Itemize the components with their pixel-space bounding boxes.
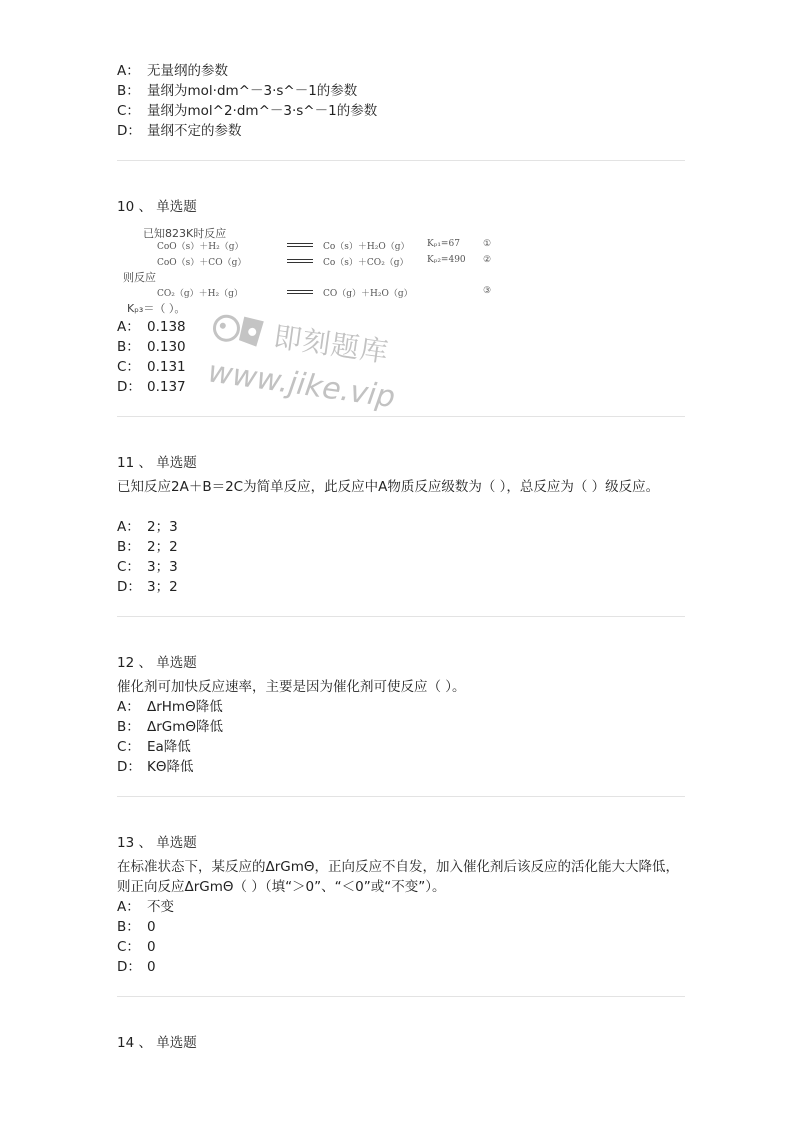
q11-option-c[interactable]: C： 3；3 [117, 559, 178, 575]
eq2-left: CoO（s）＋CO（g） [157, 258, 247, 268]
q12-option-a[interactable]: A： ΔrHmΘ降低 [117, 699, 223, 715]
eq1-number: ① [483, 239, 492, 249]
divider [117, 160, 685, 161]
q12-option-b[interactable]: B： ΔrGmΘ降低 [117, 719, 224, 735]
eq1-right: Co（s）＋H₂O（g） [323, 242, 410, 252]
q11-option-b[interactable]: B： 2；2 [117, 539, 178, 555]
q9-option-b[interactable]: B： 量纲为mol·dm^－3·s^－1的参数 [117, 83, 358, 99]
watermark-url: www.jike.vip [205, 354, 398, 416]
q12-stem: 催化剂可加快反应速率，主要是因为催化剂可使反应（ ）。 [117, 679, 466, 695]
q9-option-c[interactable]: C： 量纲为mol^2·dm^－3·s^－1的参数 [117, 103, 378, 119]
q13-option-a[interactable]: A： 不变 [117, 899, 174, 915]
q12-header: 12 、 单选题 [117, 655, 197, 671]
divider [117, 996, 685, 997]
q11-option-a[interactable]: A： 2；3 [117, 519, 178, 535]
q12-option-c[interactable]: C： Ea降低 [117, 739, 191, 755]
equilibrium-arrow-icon [287, 259, 313, 264]
divider [117, 616, 685, 617]
figure-ask: Kₚ₃＝（ ）。 [127, 302, 186, 315]
q10-option-b[interactable]: B： 0.130 [117, 339, 186, 355]
figure-then: 则反应 [123, 271, 156, 284]
watermark [195, 302, 430, 451]
q9-option-a[interactable]: A： 无量纲的参数 [117, 63, 228, 79]
eq2-number: ② [483, 255, 492, 265]
eq1-k: Kₚ₁=67 [427, 239, 460, 249]
q13-option-d[interactable]: D： 0 [117, 959, 156, 975]
eq3-left: CO₂（g）＋H₂（g） [157, 289, 243, 299]
q10-equation-figure [117, 224, 507, 316]
equilibrium-arrow-icon [287, 243, 313, 248]
q11-option-d[interactable]: D： 3；2 [117, 579, 178, 595]
q13-header: 13 、 单选题 [117, 835, 197, 851]
q10-option-a[interactable]: A： 0.138 [117, 319, 186, 335]
watermark-brand: 即刻题库 [271, 320, 391, 369]
q13-stem: 在标准状态下，某反应的ΔrGmΘ，正向反应不自发，加入催化剂后该反应的活化能大大降低，则正向反应ΔrGmΘ（ ）（填“＞0”、“＜0”或“不变”）。 [117, 859, 680, 895]
q10-header: 10 、 单选题 [117, 199, 197, 215]
eq3-number: ③ [483, 286, 492, 296]
eq3-right: CO（g）＋H₂O（g） [323, 289, 413, 299]
q12-option-d[interactable]: D： KΘ降低 [117, 759, 194, 775]
q9-option-d[interactable]: D： 量纲不定的参数 [117, 123, 242, 139]
q13-option-c[interactable]: C： 0 [117, 939, 156, 955]
divider [117, 796, 685, 797]
equilibrium-arrow-icon [287, 290, 313, 295]
q14-header: 14 、 单选题 [117, 1035, 197, 1051]
figure-intro: 已知823K时反应 [143, 227, 227, 240]
eq2-k: Kₚ₂=490 [427, 255, 466, 265]
q11-header: 11 、 单选题 [117, 455, 197, 471]
q10-option-c[interactable]: C： 0.131 [117, 359, 186, 375]
eq2-right: Co（s）＋CO₂（g） [323, 258, 409, 268]
q13-option-b[interactable]: B： 0 [117, 919, 156, 935]
panda-logo-icon [206, 306, 273, 354]
q10-option-d[interactable]: D： 0.137 [117, 379, 186, 395]
q11-stem: 已知反应2A＋B＝2C为简单反应，此反应中A物质反应级数为（ ），总反应为（ ）级反应。 [117, 479, 660, 495]
eq1-left: CoO（s）＋H₂（g） [157, 242, 244, 252]
